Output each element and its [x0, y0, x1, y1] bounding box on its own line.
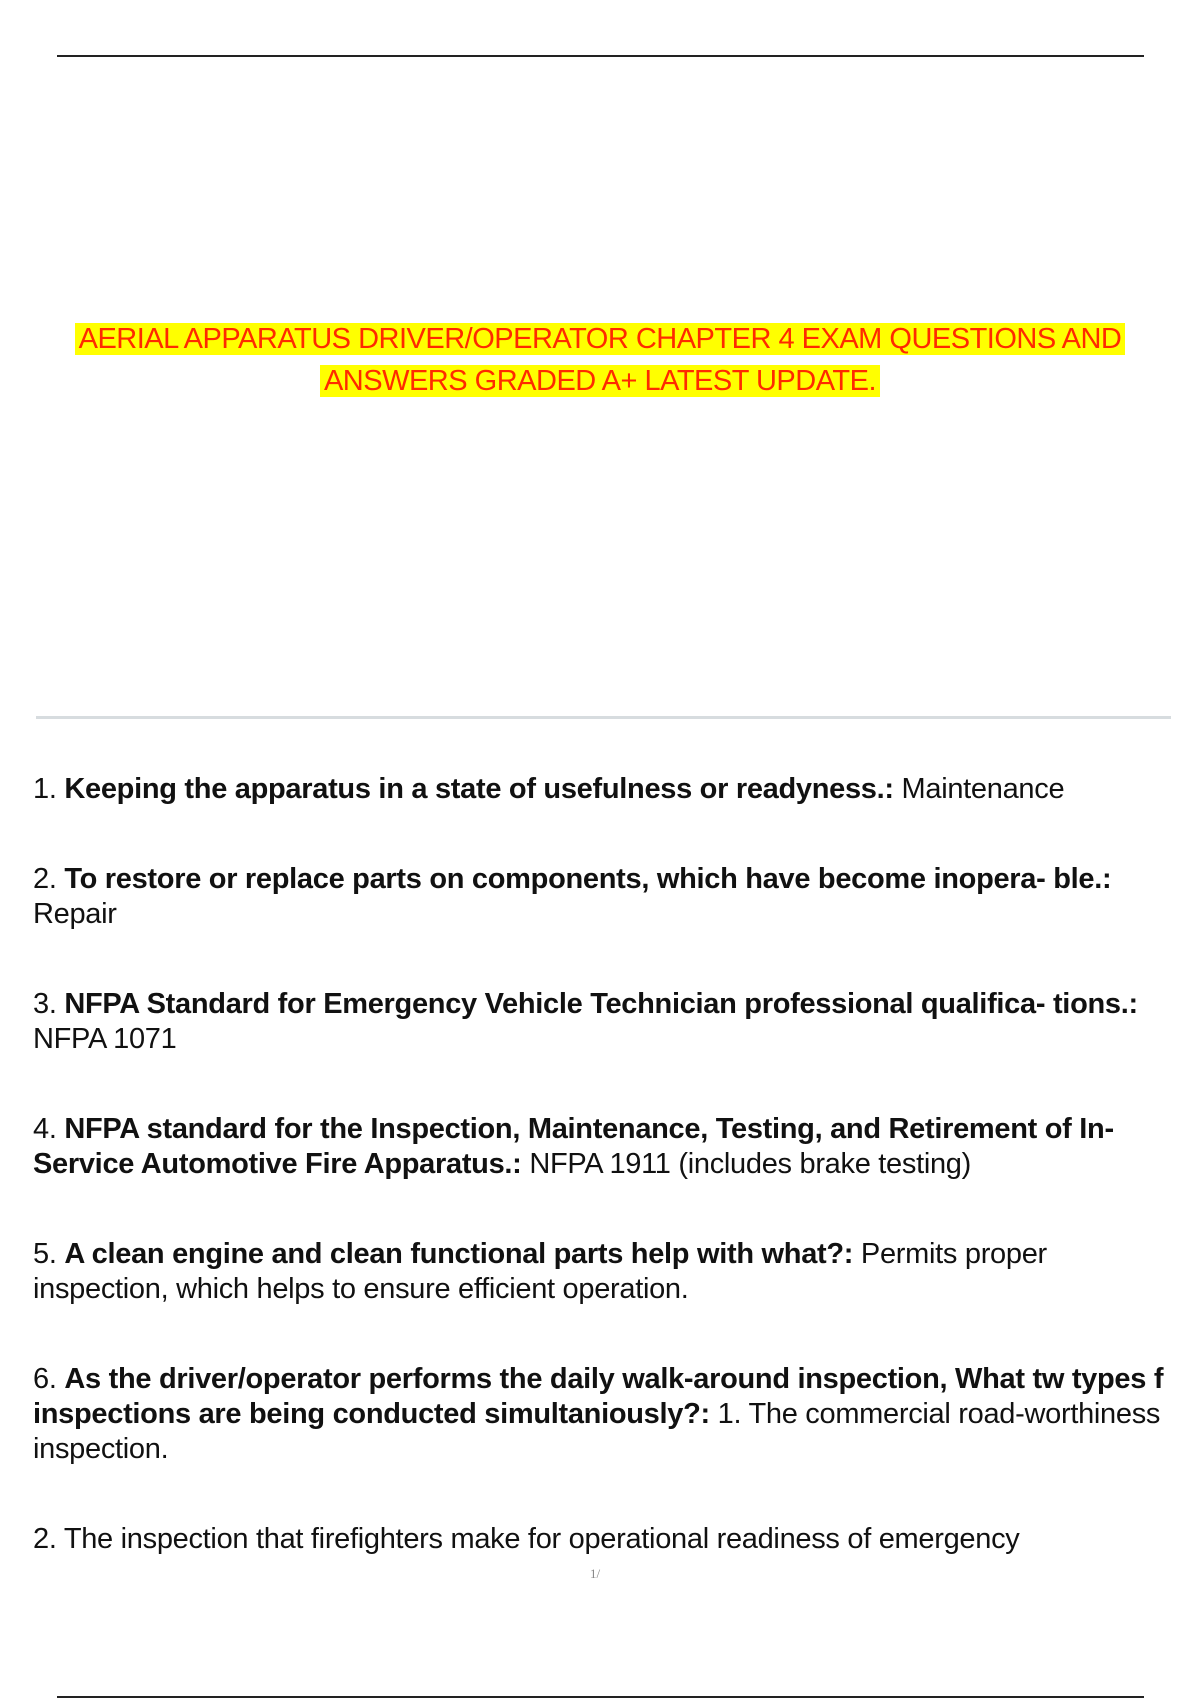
qa-question: NFPA standard for the Inspection, Maintenance, Testing, and Retirement of In-Service Automotive Fire Apparatus.: [33, 1113, 1114, 1180]
qa-question: A clean engine and clean functional parts help with what?: [64, 1238, 854, 1270]
qa-list [33, 772, 1168, 1557]
qa-question: As the driver/operator performs the daily walk-around inspection, What tw types f inspections are being conducted simultaniously?: [33, 1363, 1164, 1430]
top-rule [57, 55, 1144, 57]
qa-item-1 [33, 772, 1168, 807]
title-line-2: ANSWERS GRADED A+ LATEST UPDATE. [320, 365, 880, 397]
qa-number: 4. [33, 1113, 57, 1145]
qa-question: Keeping the apparatus in a state of usefulness or readyness.: [64, 773, 894, 805]
qa-item-2 [33, 862, 1168, 932]
section-divider [36, 716, 1171, 719]
qa-item-6 [33, 1362, 1168, 1467]
qa-question: NFPA Standard for Emergency Vehicle Technician professional qualifica- tions.: [64, 988, 1138, 1020]
qa-answer: Permits proper inspection, which helps to ensure efficient operation. [33, 1238, 1047, 1305]
qa-continuation: 2. The inspection that firefighters make for operational readiness of emergency [33, 1523, 1020, 1555]
qa-item-3 [33, 987, 1168, 1057]
qa-number: 2. [33, 863, 57, 895]
qa-question: To restore or replace parts on components, which have become inopera- ble.: [64, 863, 1112, 895]
qa-item-4 [33, 1112, 1168, 1182]
qa-number: 1. [33, 773, 57, 805]
bottom-rule [57, 1696, 1144, 1698]
page-number: 1/ [589, 1566, 601, 1581]
qa-answer: NFPA 1071 [33, 1023, 177, 1055]
qa-answer: Maintenance [901, 773, 1065, 805]
qa-answer: 1. The commercial road-worthiness inspection. [33, 1398, 1161, 1465]
qa-number: 6. [33, 1363, 57, 1395]
qa-number: 3. [33, 988, 57, 1020]
qa-item-5 [33, 1237, 1168, 1307]
document-title [10, 318, 1190, 402]
qa-number: 5. [33, 1238, 57, 1270]
title-line-1: AERIAL APPARATUS DRIVER/OPERATOR CHAPTER 4 EXAM QUESTIONS AND [75, 323, 1126, 355]
qa-answer: Repair [33, 898, 117, 930]
qa-answer: NFPA 1911 (includes brake testing) [529, 1148, 971, 1180]
